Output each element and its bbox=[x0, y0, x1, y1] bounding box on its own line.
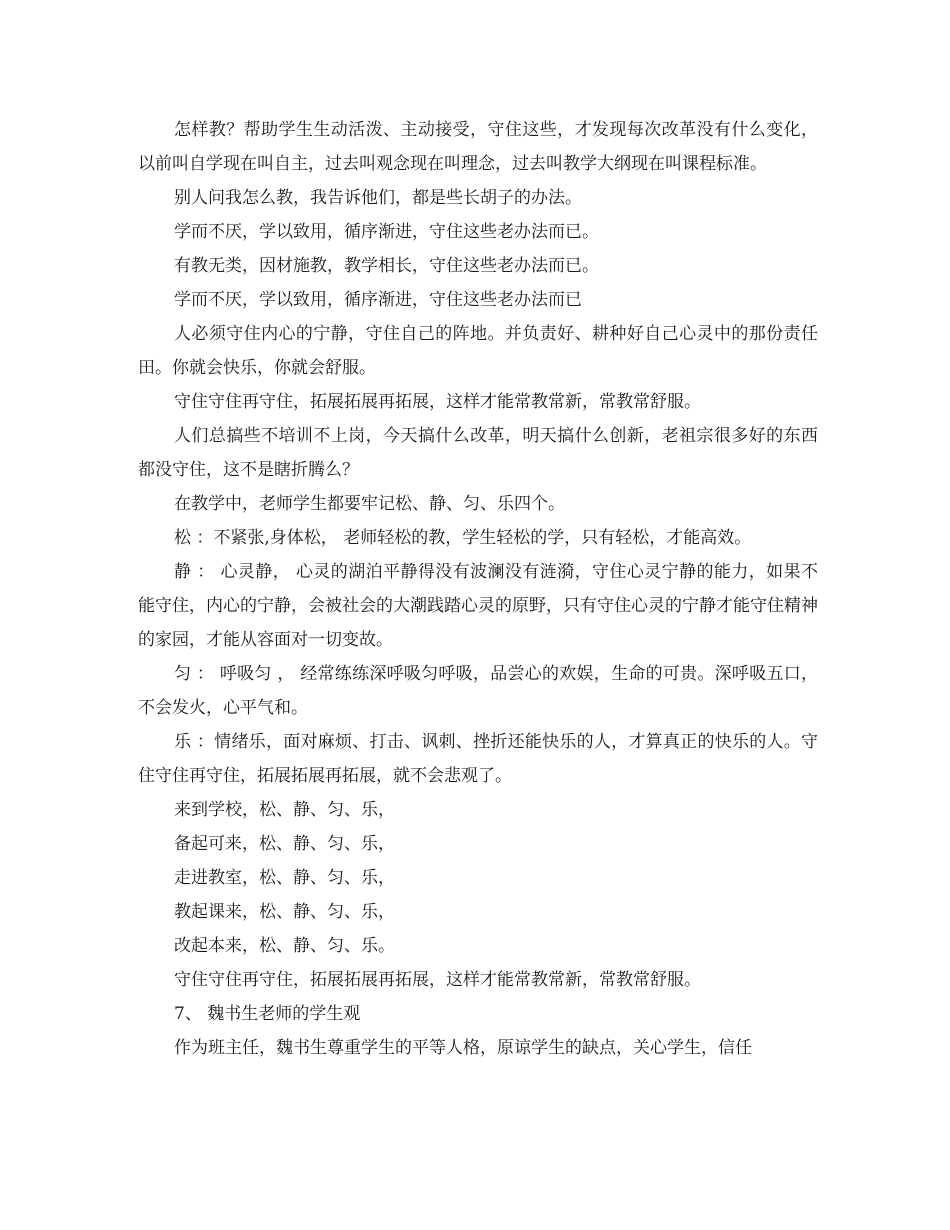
verse-line: 教起课来，松、静、匀、乐， bbox=[174, 902, 395, 922]
verse-line: 备起可来，松、静、匀、乐， bbox=[174, 834, 395, 854]
paragraph: 人们总搞些不培训不上岗，今天搞什么改革，明天搞什么创新，老祖宗很多好的东西都没守住，这不是瞎折腾么？ bbox=[138, 426, 818, 480]
paragraph: 有教无类，因材施教，教学相长，守住这些老办法而已。 bbox=[174, 256, 599, 276]
paragraph: 静 ： 心灵静， 心灵的湖泊平静得没有波澜没有涟漪，守住心灵宁静的能力，如果不能守住，内心的宁静，会被社会的大潮践踏心灵的原野，只有守住心灵的宁静才能守住精神的家园，才能从容面对一切变故。 bbox=[138, 562, 818, 650]
paragraph: 松 ：不紧张,身体松， 老师轻松的教，学生轻松的学，只有轻松，才能高效。 bbox=[174, 528, 752, 548]
paragraph: 匀 ： 呼吸匀 ， 经常练练深呼吸匀呼吸，品尝心的欢娱，生命的可贵。深呼吸五口，不会发火，心平气和。 bbox=[138, 664, 818, 718]
paragraph: 守住守住再守住，拓展拓展再拓展，这样才能常教常新，常教常舒服。 bbox=[174, 970, 701, 990]
section-heading: 7、 魏书生老师的学生观 bbox=[174, 1004, 361, 1024]
document-body bbox=[138, 113, 818, 1065]
paragraph: 别人问我怎么教，我告诉他们，都是些长胡子的办法。 bbox=[174, 188, 582, 208]
paragraph: 学而不厌，学以致用，循序渐进，守住这些老办法而已。 bbox=[174, 222, 599, 242]
verse-line: 走进教室，松、静、匀、乐， bbox=[174, 868, 395, 888]
paragraph: 怎样教？帮助学生生动活泼、主动接受，守住这些，才发现每次改革没有什么变化，以前叫自学现在叫自主，过去叫观念现在叫理念，过去叫教学大纲现在叫课程标准。 bbox=[138, 120, 818, 174]
verse-line: 改起本来，松、静、匀、乐。 bbox=[174, 936, 395, 956]
paragraph: 在教学中，老师学生都要牢记松、静、匀、乐四个。 bbox=[174, 494, 565, 514]
paragraph: 学而不厌，学以致用，循序渐进，守住这些老办法而已 bbox=[174, 290, 582, 310]
paragraph: 人必须守住内心的宁静，守住自己的阵地。并负责好、耕种好自己心灵中的那份责任田。你就会快乐，你就会舒服。 bbox=[138, 324, 818, 378]
paragraph: 守住守住再守住，拓展拓展再拓展，这样才能常教常新，常教常舒服。 bbox=[174, 392, 701, 412]
paragraph: 乐 ：情绪乐，面对麻烦、打击、讽刺、挫折还能快乐的人，才算真正的快乐的人。守住守住再守住，拓展拓展再拓展，就不会悲观了。 bbox=[138, 732, 818, 786]
paragraph: 作为班主任，魏书生尊重学生的平等人格，原谅学生的缺点，关心学生，信任 bbox=[174, 1038, 752, 1058]
verse-line: 来到学校，松、静、匀、乐， bbox=[174, 800, 395, 820]
